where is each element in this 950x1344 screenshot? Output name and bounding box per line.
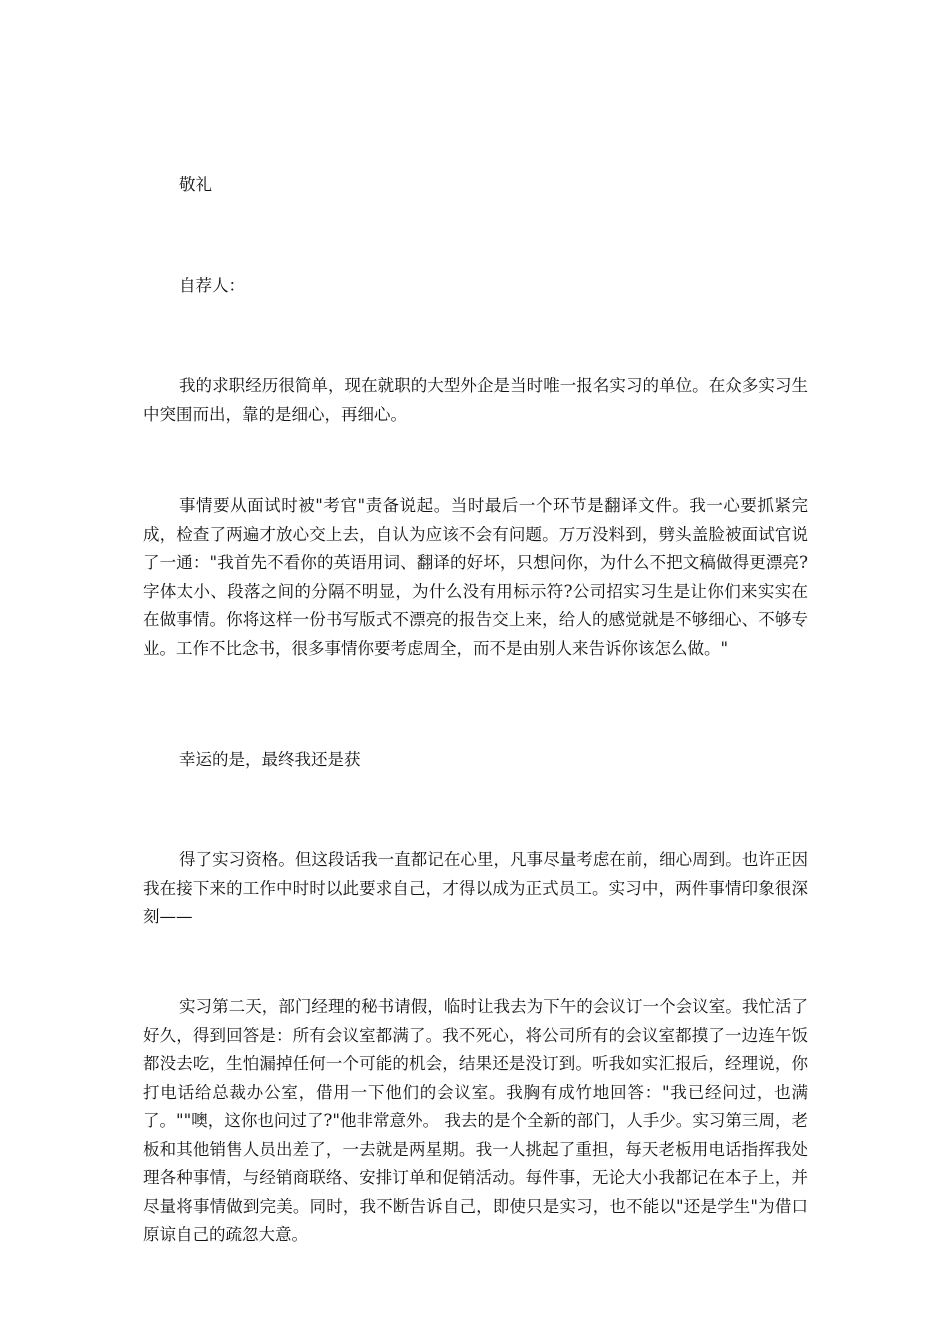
closing-salutation: 敬礼 — [179, 175, 212, 194]
paragraph-job-search: 我的求职经历很简单，现在就职的大型外企是当时唯一报名实习的单位。在众多实习生中突围而出，靠的是细心，再细心。 — [143, 376, 808, 424]
paragraph-fortunate: 幸运的是，最终我还是获 — [179, 750, 361, 769]
signature-label: 自荐人： — [179, 276, 245, 295]
paragraph-internship-qualification: 得了实习资格。但这段话我一直都记在心里，凡事尽量考虑在前，细心周到。也许正因我在接下来的工作中时时以此要求自己，才得以成为正式员工。实习中，两件事情印象很深刻—— — [143, 850, 808, 926]
paragraph-interview: 事情要从面试时被"考官"责备说起。当时最后一个环节是翻译文件。我一心要抓紧完成，检查了两遍才放心交上去，自认为应该不会有问题。万万没料到，劈头盖脸被面试官说了一通："我首先不看你的英语用词、翻译的好坏，只想问你，为什么不把文稿做得更漂亮?字体太小、段落之间的分隔不明显，为什么没有用标示符?公司招实习生是让你们来实实在在做事情。你将这样一份书写版式不漂亮的报告交上来，给人的感觉就是不够细心、不够专业。工作不比念书，很多事情你要考虑周全，而不是由别人来告诉你该怎么做。" — [143, 496, 808, 658]
paragraph-internship-stories: 实习第二天，部门经理的秘书请假，临时让我去为下午的会议订一个会议室。我忙活了好久，得到回答是：所有会议室都满了。我不死心，将公司所有的会议室都摸了一边连午饭都没去吃，生怕漏掉任何一个可能的机会，结果还是没订到。听我如实汇报后，经理说，你打电话给总裁办公室，借用一下他们的会议室。我胸有成竹地回答："我已经问过，也满了。""噢，这你也问过了?"他非常意外。 我去的是个全新的部门，人手少。实习第三周，老板和其他销售人员出差了，一去就是两星期。我一人挑起了重担，每天老板用电话指挥我处理各种事情，与经销商联络、安排订单和促销活动。每件事，无论大小我都记在本子上，并尽量将事情做到完美。同时，我不断告诉自己，即使只是实习，也不能以"还是学生"为借口原谅自己的疏忽大意。 — [143, 997, 808, 1244]
